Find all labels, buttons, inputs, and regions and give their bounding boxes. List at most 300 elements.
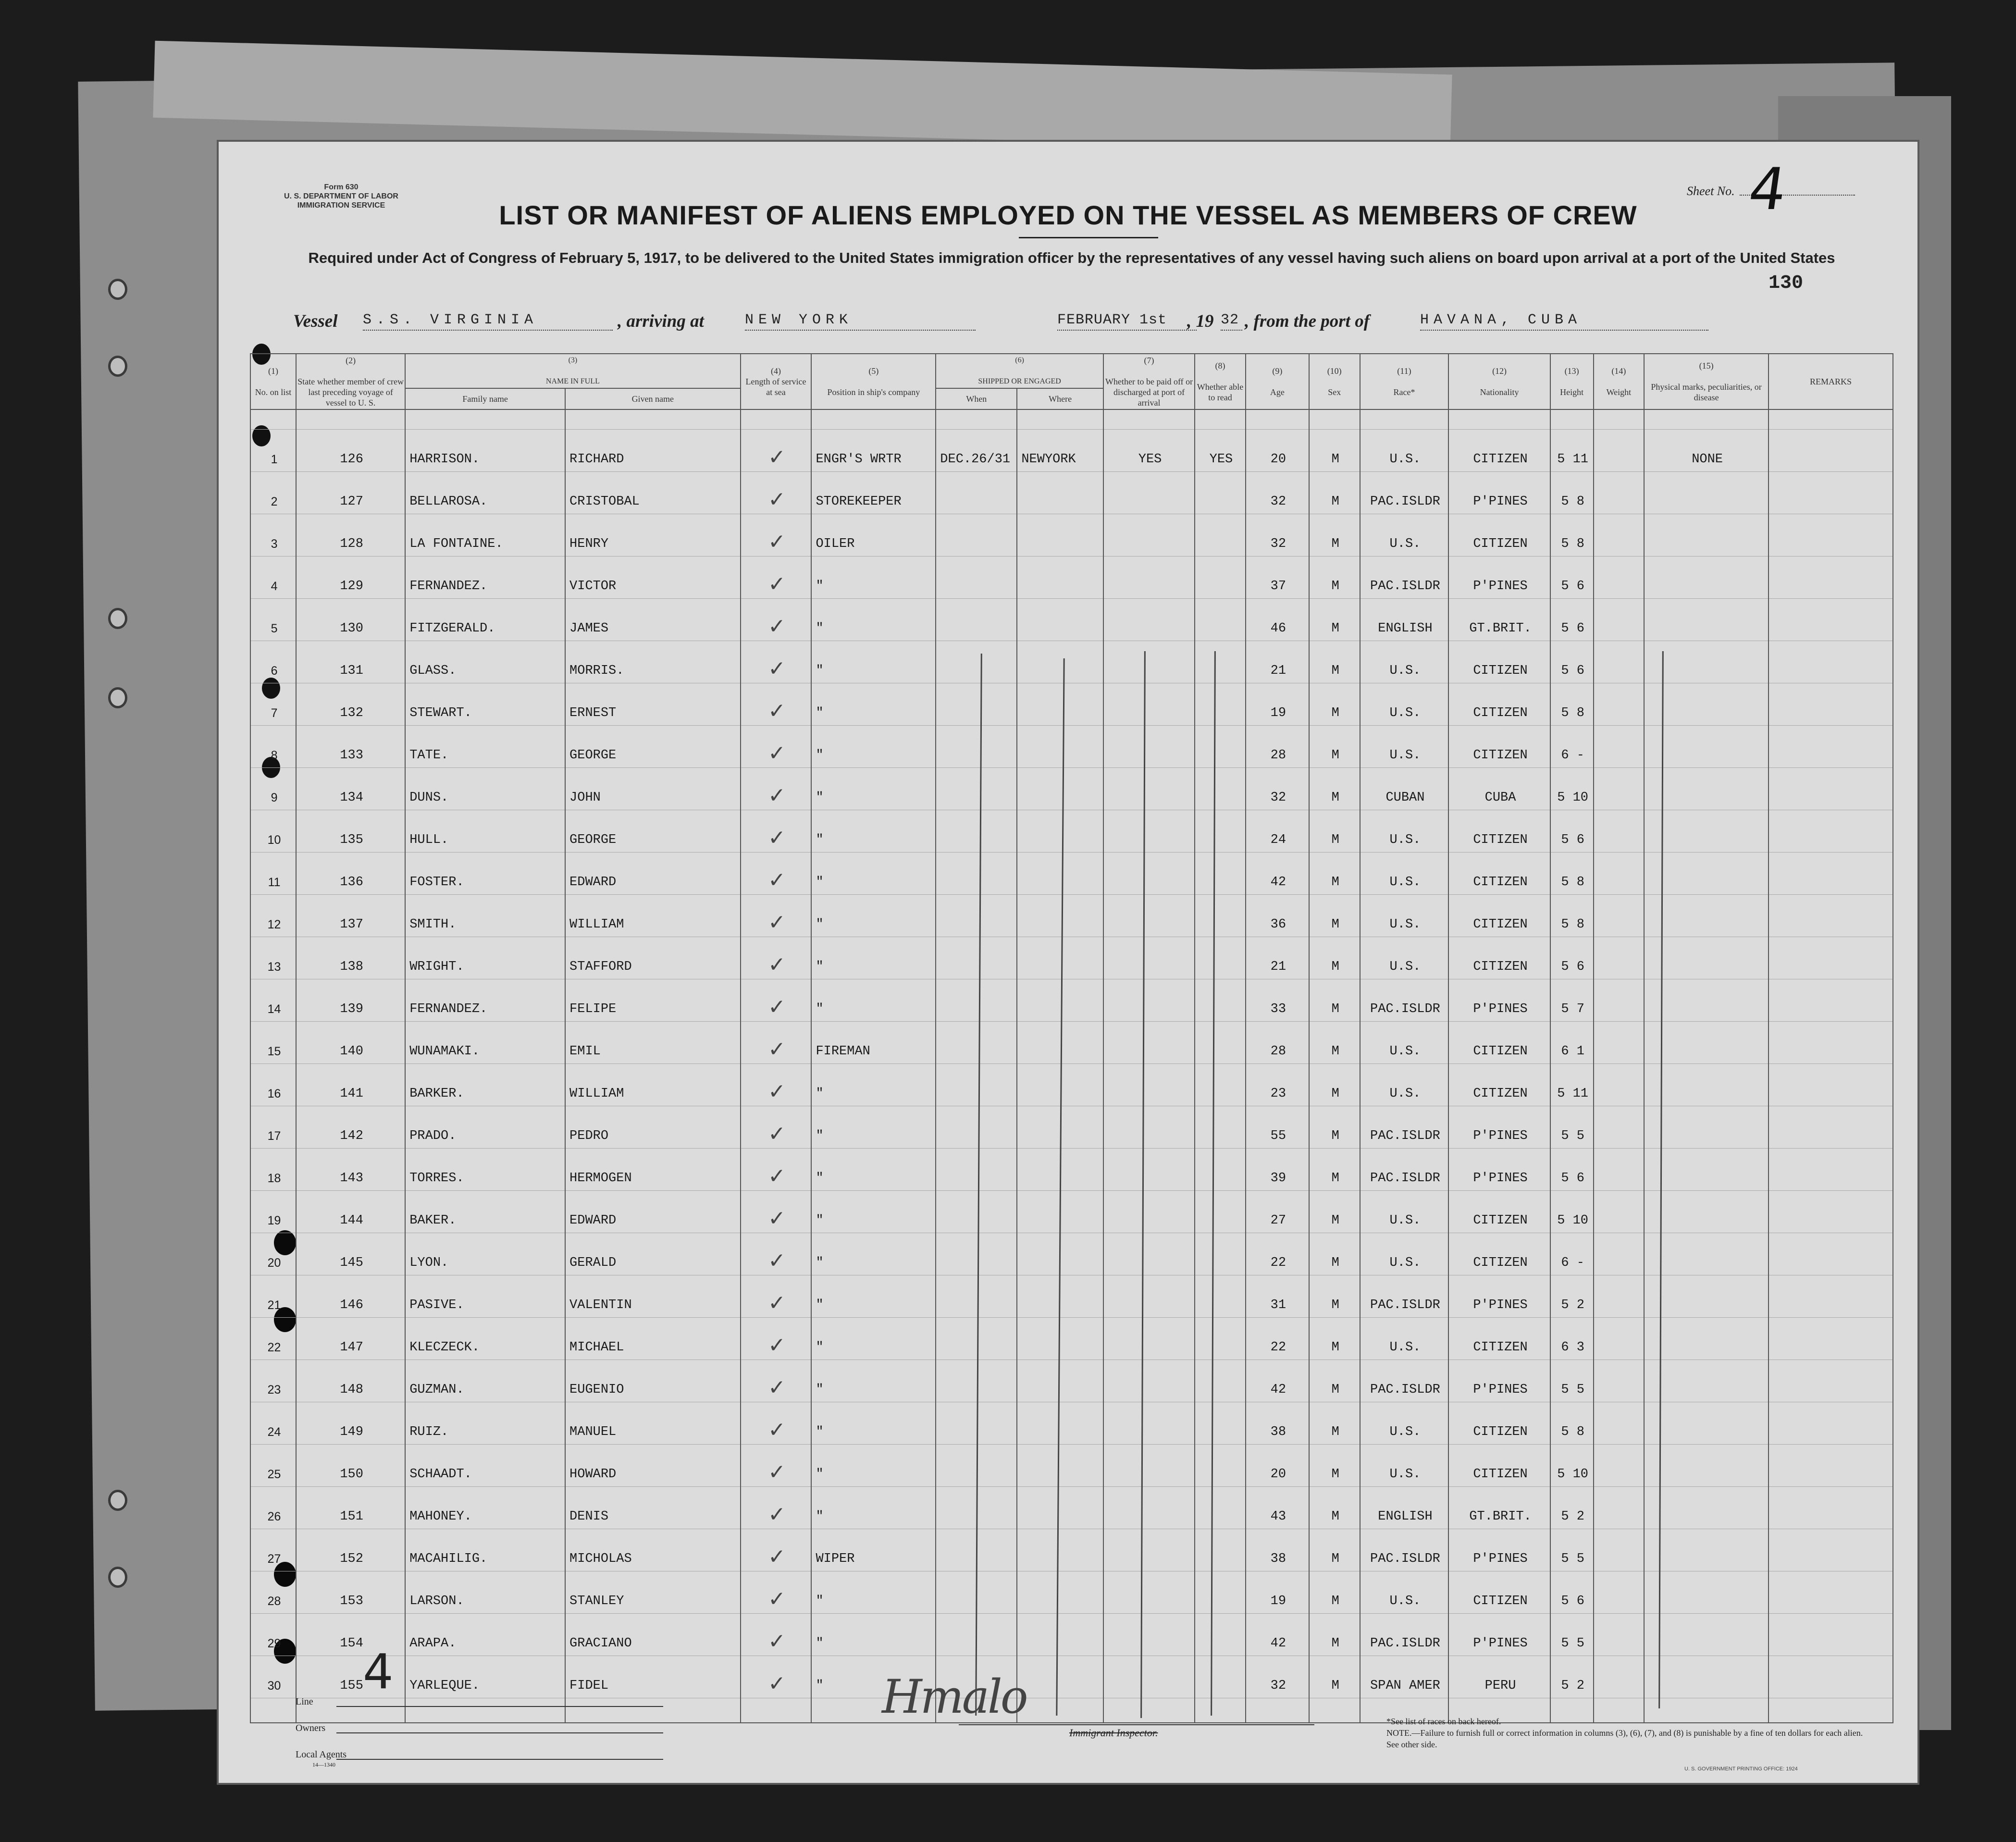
penalty-note: NOTE.—Failure to furnish full or correct information in columns (3), (6), (7), and (8) is punishable by a fine of ten dollars for each alien. See other side. (1386, 1728, 1863, 1749)
cell-remarks (1769, 895, 1893, 937)
cell-shipped-where (1017, 937, 1103, 979)
cell-sex: M (1309, 641, 1360, 683)
cell-row-number: 13 (250, 937, 296, 979)
cell-age: 21 (1246, 937, 1309, 979)
cell-shipped-where (1017, 1445, 1103, 1487)
cell-age: 42 (1246, 1614, 1309, 1656)
cell-sex: M (1309, 514, 1360, 556)
cell-able-to-read (1195, 853, 1246, 895)
col-family-header: Family name (405, 388, 565, 409)
cell-race: U.S. (1360, 1445, 1449, 1487)
cell-physical-marks (1644, 1064, 1769, 1106)
department-name: U. S. DEPARTMENT OF LABOR (284, 192, 398, 200)
col-paid-header (1103, 354, 1195, 409)
cell-nationality: P'PINES (1448, 556, 1550, 599)
col-label: Position in ship's company (827, 387, 920, 397)
cell-row-number: 27 (250, 1529, 296, 1571)
owners-field (336, 1732, 663, 1733)
cell-position: " (811, 1571, 936, 1614)
cell-able-to-read (1195, 1529, 1246, 1571)
cell-nationality: CITIZEN (1448, 1402, 1550, 1445)
cell-race: U.S. (1360, 1318, 1449, 1360)
cell-race: U.S. (1360, 1022, 1449, 1064)
cell-remarks (1769, 1149, 1893, 1191)
cell-remarks (1769, 1487, 1893, 1529)
cell-nationality: P'PINES (1448, 1106, 1550, 1149)
line-label: Line (296, 1696, 313, 1707)
signature-line (959, 1724, 1314, 1725)
cell-weight (1594, 1191, 1645, 1233)
cell-row-number: 12 (250, 895, 296, 937)
cell-crew-number: 130 (296, 599, 405, 641)
cell-height: 5 5 (1550, 1106, 1594, 1149)
table-row (250, 514, 1893, 556)
cell-sex: M (1309, 810, 1360, 853)
cell-row-number: 14 (250, 979, 296, 1022)
cell-remarks (1769, 472, 1893, 514)
cell-service-check: ✓ (741, 430, 812, 472)
cell-nationality: CITIZEN (1448, 430, 1550, 472)
cell-remarks (1769, 1064, 1893, 1106)
table-row (250, 472, 1893, 514)
cell-race: ENGLISH (1360, 1487, 1449, 1529)
cell-shipped-when (936, 1064, 1017, 1106)
cell-sex: M (1309, 937, 1360, 979)
col-length-header (741, 354, 812, 409)
cell-height: 5 5 (1550, 1360, 1594, 1402)
table-row (250, 1445, 1893, 1487)
cell-given-name: RICHARD (565, 430, 741, 472)
col-label: No. on list (255, 387, 292, 397)
cell-service-check: ✓ (741, 810, 812, 853)
cell-physical-marks (1644, 1233, 1769, 1275)
cell-race: U.S. (1360, 726, 1449, 768)
cell-nationality: CITIZEN (1448, 1571, 1550, 1614)
cell-paid-off (1103, 937, 1195, 979)
col-crew-header (296, 354, 405, 409)
cell-family-name: GLASS. (405, 641, 565, 683)
cell-age: 20 (1246, 430, 1309, 472)
cell-age: 22 (1246, 1233, 1309, 1275)
cell-crew-number: 155 (296, 1656, 405, 1698)
col-index: (5) (868, 366, 879, 376)
col-label: SHIPPED OR ENGAGED (978, 377, 1061, 385)
cell-family-name: MACAHILIG. (405, 1529, 565, 1571)
cell-race: U.S. (1360, 1402, 1449, 1445)
cell-weight (1594, 641, 1645, 683)
cell-race: U.S. (1360, 683, 1449, 726)
cell-position: ENGR'S WRTR (811, 430, 936, 472)
cell-physical-marks (1644, 599, 1769, 641)
cell-given-name: EMIL (565, 1022, 741, 1064)
col-name-header (405, 354, 740, 388)
cell-remarks (1769, 726, 1893, 768)
cell-family-name: WUNAMAKI. (405, 1022, 565, 1064)
cell-age: 32 (1246, 472, 1309, 514)
table-row (250, 1191, 1893, 1233)
cell-service-check: ✓ (741, 1318, 812, 1360)
cell-crew-number: 139 (296, 979, 405, 1022)
cell-height: 5 2 (1550, 1656, 1594, 1698)
cell-service-check: ✓ (741, 683, 812, 726)
cell-given-name: STAFFORD (565, 937, 741, 979)
cell-height: 5 6 (1550, 937, 1594, 979)
cell-weight (1594, 1487, 1645, 1529)
cell-given-name: PEDRO (565, 1106, 741, 1149)
cell-remarks (1769, 853, 1893, 895)
cell-physical-marks (1644, 1571, 1769, 1614)
cell-able-to-read (1195, 895, 1246, 937)
cell-able-to-read (1195, 683, 1246, 726)
cell-weight (1594, 683, 1645, 726)
cell-height: 5 10 (1550, 1191, 1594, 1233)
cell-race: PAC.ISLDR (1360, 1106, 1449, 1149)
cell-crew-number: 148 (296, 1360, 405, 1402)
cell-crew-number: 142 (296, 1106, 405, 1149)
cell-age: 42 (1246, 853, 1309, 895)
inspector-signature: Hmalo (882, 1670, 1027, 1724)
cell-weight (1594, 1233, 1645, 1275)
cell-position: " (811, 768, 936, 810)
cell-service-check: ✓ (741, 472, 812, 514)
cell-shipped-where (1017, 1529, 1103, 1571)
cell-age: 42 (1246, 1360, 1309, 1402)
cell-service-check: ✓ (741, 768, 812, 810)
cell-given-name: STANLEY (565, 1571, 741, 1614)
cell-weight (1594, 1445, 1645, 1487)
cell-family-name: BELLAROSA. (405, 472, 565, 514)
cell-crew-number: 146 (296, 1275, 405, 1318)
cell-remarks (1769, 1529, 1893, 1571)
cell-service-check: ✓ (741, 599, 812, 641)
cell-sex: M (1309, 1149, 1360, 1191)
col-index: (8) (1215, 361, 1225, 371)
cell-sex: M (1309, 1402, 1360, 1445)
footnotes (1386, 1716, 1867, 1750)
table-row (250, 1402, 1893, 1445)
cell-sex: M (1309, 1191, 1360, 1233)
table-row (250, 895, 1893, 937)
cell-sex: M (1309, 1064, 1360, 1106)
col-nationality-header (1448, 354, 1550, 409)
cell-able-to-read (1195, 1233, 1246, 1275)
table-row (250, 1571, 1893, 1614)
cell-race: PAC.ISLDR (1360, 1149, 1449, 1191)
cell-race: SPAN AMER (1360, 1656, 1449, 1698)
arrival-date: FEBRUARY 1st (1057, 312, 1197, 331)
cell-family-name: BAKER. (405, 1191, 565, 1233)
table-row (250, 1318, 1893, 1360)
cell-nationality: CITIZEN (1448, 1445, 1550, 1487)
cell-position: " (811, 1402, 936, 1445)
cell-physical-marks (1644, 1656, 1769, 1698)
cell-able-to-read (1195, 1360, 1246, 1402)
cell-shipped-when (936, 556, 1017, 599)
agents-field (336, 1759, 663, 1760)
cell-row-number: 9 (250, 768, 296, 810)
cell-nationality: CITIZEN (1448, 1022, 1550, 1064)
cell-age: 46 (1246, 599, 1309, 641)
cell-able-to-read (1195, 1149, 1246, 1191)
cell-row-number: 17 (250, 1106, 296, 1149)
cell-row-number: 28 (250, 1571, 296, 1614)
table-row (250, 768, 1893, 810)
cell-family-name: LYON. (405, 1233, 565, 1275)
col-index: (10) (1327, 366, 1342, 376)
cell-given-name: JOHN (565, 768, 741, 810)
cell-sex: M (1309, 1275, 1360, 1318)
cell-crew-number: 136 (296, 853, 405, 895)
col-given-header: Given name (565, 388, 741, 409)
cell-service-check: ✓ (741, 1360, 812, 1402)
cell-remarks (1769, 430, 1893, 472)
cell-age: 27 (1246, 1191, 1309, 1233)
cell-weight (1594, 599, 1645, 641)
cell-crew-number: 126 (296, 430, 405, 472)
col-label: Race* (1393, 387, 1415, 397)
cell-shipped-where (1017, 1614, 1103, 1656)
col-weight-header (1594, 354, 1645, 409)
cell-able-to-read (1195, 810, 1246, 853)
cell-physical-marks (1644, 1360, 1769, 1402)
cell-position: FIREMAN (811, 1022, 936, 1064)
cell-physical-marks (1644, 1529, 1769, 1571)
cell-shipped-where (1017, 641, 1103, 683)
cell-sex: M (1309, 430, 1360, 472)
cell-sex: M (1309, 472, 1360, 514)
cell-remarks (1769, 1445, 1893, 1487)
table-row (250, 556, 1893, 599)
cell-remarks (1769, 599, 1893, 641)
cell-service-check: ✓ (741, 726, 812, 768)
sheet-label: Sheet No. (1687, 184, 1735, 198)
cell-crew-number: 144 (296, 1191, 405, 1233)
cell-physical-marks (1644, 1106, 1769, 1149)
cell-height: 5 5 (1550, 1614, 1594, 1656)
table-row (250, 1022, 1893, 1064)
cell-position: " (811, 1149, 936, 1191)
table-row (250, 1275, 1893, 1318)
cell-crew-number: 152 (296, 1529, 405, 1571)
table-row (250, 937, 1893, 979)
cell-given-name: GERALD (565, 1233, 741, 1275)
cell-row-number: 23 (250, 1360, 296, 1402)
cell-shipped-where (1017, 810, 1103, 853)
cell-paid-off (1103, 556, 1195, 599)
cell-position: " (811, 1318, 936, 1360)
cell-height: 5 10 (1550, 768, 1594, 810)
cell-shipped-when (936, 768, 1017, 810)
cell-shipped-where (1017, 1360, 1103, 1402)
cell-paid-off (1103, 472, 1195, 514)
cell-shipped-where (1017, 1402, 1103, 1445)
cell-shipped-when (936, 641, 1017, 683)
cell-physical-marks (1644, 1445, 1769, 1487)
cell-row-number: 10 (250, 810, 296, 853)
cell-sex: M (1309, 1022, 1360, 1064)
cell-able-to-read (1195, 1022, 1246, 1064)
cell-height: 5 11 (1550, 430, 1594, 472)
cell-family-name: DUNS. (405, 768, 565, 810)
cell-race: U.S. (1360, 1064, 1449, 1106)
cell-nationality: GT.BRIT. (1448, 599, 1550, 641)
cell-given-name: VICTOR (565, 556, 741, 599)
cell-shipped-when (936, 1275, 1017, 1318)
cell-height: 5 5 (1550, 1529, 1594, 1571)
cell-row-number: 6 (250, 641, 296, 683)
cell-family-name: FOSTER. (405, 853, 565, 895)
cell-row-number: 22 (250, 1318, 296, 1360)
cell-given-name: GRACIANO (565, 1614, 741, 1656)
table-row (250, 853, 1893, 895)
cell-position: WIPER (811, 1529, 936, 1571)
cell-service-check: ✓ (741, 556, 812, 599)
cell-service-check: ✓ (741, 1064, 812, 1106)
cell-row-number: 11 (250, 853, 296, 895)
cell-position: " (811, 937, 936, 979)
cell-service-check: ✓ (741, 1106, 812, 1149)
line-field (336, 1706, 663, 1707)
vessel-value: S.S. VIRGINIA (363, 312, 613, 331)
cell-given-name: FIDEL (565, 1656, 741, 1698)
cell-service-check: ✓ (741, 1402, 812, 1445)
cell-weight (1594, 1064, 1645, 1106)
cell-physical-marks (1644, 979, 1769, 1022)
cell-able-to-read (1195, 1191, 1246, 1233)
cell-row-number: 8 (250, 726, 296, 768)
cell-sex: M (1309, 768, 1360, 810)
cell-paid-off (1103, 979, 1195, 1022)
cell-crew-number: 149 (296, 1402, 405, 1445)
cell-shipped-where (1017, 853, 1103, 895)
cell-row-number: 4 (250, 556, 296, 599)
cell-service-check: ✓ (741, 1022, 812, 1064)
cell-age: 39 (1246, 1149, 1309, 1191)
cell-remarks (1769, 1614, 1893, 1656)
cell-given-name: JAMES (565, 599, 741, 641)
cell-shipped-where (1017, 726, 1103, 768)
binder-hole (108, 1567, 127, 1588)
form-number: Form 630 (324, 183, 359, 191)
cell-row-number: 25 (250, 1445, 296, 1487)
cell-crew-number: 134 (296, 768, 405, 810)
cell-shipped-where (1017, 1656, 1103, 1698)
col-label: State whether member of crew last preceding voyage of vessel to U. S. (297, 377, 404, 408)
cell-remarks (1769, 1318, 1893, 1360)
cell-age: 37 (1246, 556, 1309, 599)
cell-family-name: LARSON. (405, 1571, 565, 1614)
cell-service-check: ✓ (741, 514, 812, 556)
cell-sex: M (1309, 683, 1360, 726)
cell-age: 22 (1246, 1318, 1309, 1360)
cell-nationality: P'PINES (1448, 1614, 1550, 1656)
cell-remarks (1769, 1402, 1893, 1445)
cell-race: U.S. (1360, 641, 1449, 683)
cell-age: 20 (1246, 1445, 1309, 1487)
cell-age: 38 (1246, 1529, 1309, 1571)
cell-weight (1594, 1529, 1645, 1571)
cell-given-name: WILLIAM (565, 1064, 741, 1106)
cell-position: " (811, 1233, 936, 1275)
from-port-label: , from the port of (1245, 311, 1370, 331)
cell-age: 43 (1246, 1487, 1309, 1529)
cell-race: ENGLISH (1360, 599, 1449, 641)
cell-shipped-when (936, 895, 1017, 937)
cell-position: " (811, 1106, 936, 1149)
cell-row-number: 2 (250, 472, 296, 514)
cell-weight (1594, 1614, 1645, 1656)
col-sex-header (1309, 354, 1360, 409)
cell-able-to-read (1195, 1571, 1246, 1614)
col-label: REMARKS (1809, 377, 1852, 386)
cell-nationality: CITIZEN (1448, 937, 1550, 979)
col-age-header (1246, 354, 1309, 409)
cell-paid-off (1103, 1191, 1195, 1233)
cell-physical-marks (1644, 472, 1769, 514)
cell-remarks (1769, 1275, 1893, 1318)
cell-paid-off (1103, 1402, 1195, 1445)
cell-race: PAC.ISLDR (1360, 556, 1449, 599)
cell-weight (1594, 1106, 1645, 1149)
col-when-header: When (936, 388, 1017, 409)
cell-given-name: MICHAEL (565, 1318, 741, 1360)
cell-weight (1594, 514, 1645, 556)
cell-weight (1594, 1360, 1645, 1402)
cell-family-name: SMITH. (405, 895, 565, 937)
cell-position: " (811, 895, 936, 937)
cell-race: U.S. (1360, 1233, 1449, 1275)
cell-nationality: CITIZEN (1448, 895, 1550, 937)
cell-height: 5 8 (1550, 472, 1594, 514)
cell-able-to-read (1195, 726, 1246, 768)
cell-height: 6 - (1550, 1233, 1594, 1275)
cell-race: PAC.ISLDR (1360, 1529, 1449, 1571)
cell-race: PAC.ISLDR (1360, 1275, 1449, 1318)
cell-crew-number: 133 (296, 726, 405, 768)
cell-family-name: STEWART. (405, 683, 565, 726)
cell-sex: M (1309, 1360, 1360, 1402)
cell-shipped-when (936, 726, 1017, 768)
table-row (250, 1656, 1893, 1698)
cell-age: 32 (1246, 1656, 1309, 1698)
cell-position: " (811, 1656, 936, 1698)
cell-height: 6 1 (1550, 1022, 1594, 1064)
inspector-label: Immigrant Inspector. (1069, 1727, 1158, 1739)
cell-remarks (1769, 979, 1893, 1022)
cell-paid-off (1103, 1275, 1195, 1318)
col-index: (9) (1272, 366, 1283, 376)
cell-given-name: FELIPE (565, 979, 741, 1022)
table-row (250, 1106, 1893, 1149)
manifest-page (219, 142, 1917, 1783)
cell-crew-number: 135 (296, 810, 405, 853)
cell-paid-off (1103, 1487, 1195, 1529)
cell-race: U.S. (1360, 430, 1449, 472)
cell-age: 24 (1246, 810, 1309, 853)
cell-race: CUBAN (1360, 768, 1449, 810)
cell-row-number: 7 (250, 683, 296, 726)
cell-crew-number: 153 (296, 1571, 405, 1614)
cell-position: " (811, 1614, 936, 1656)
cell-service-check: ✓ (741, 895, 812, 937)
col-label: Height (1560, 387, 1584, 397)
from-port-value: HAVANA, CUBA (1420, 312, 1708, 331)
cell-family-name: TATE. (405, 726, 565, 768)
cell-position: " (811, 1191, 936, 1233)
cell-sex: M (1309, 1529, 1360, 1571)
cell-paid-off (1103, 1614, 1195, 1656)
cell-sex: M (1309, 1571, 1360, 1614)
